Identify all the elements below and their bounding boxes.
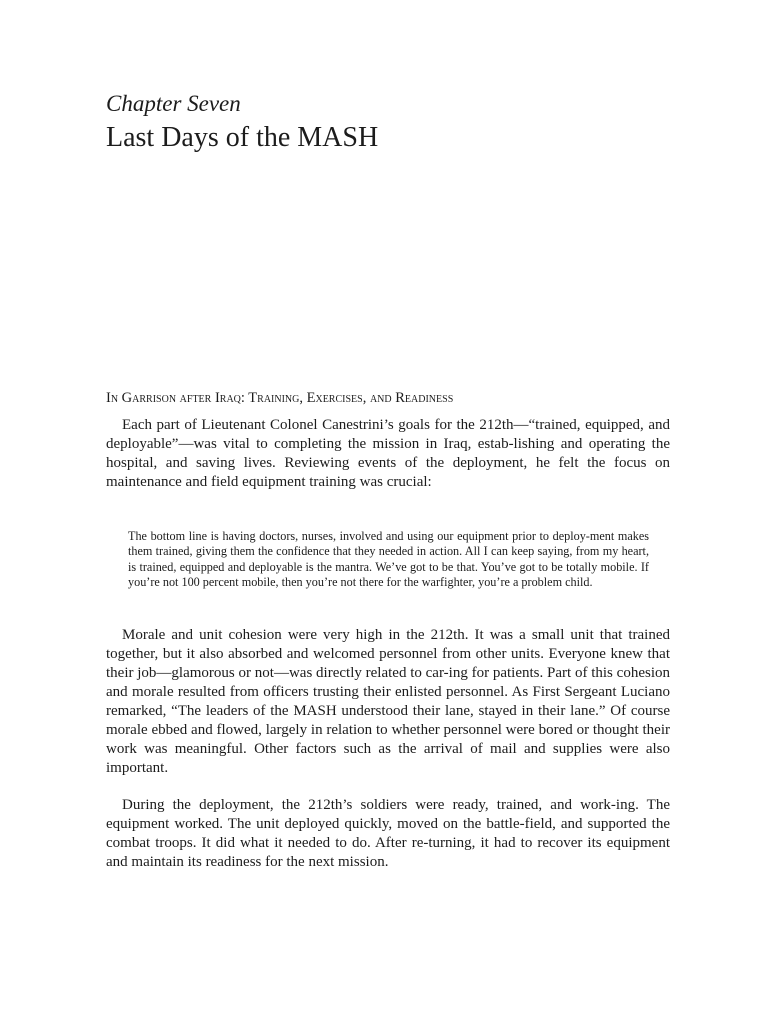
section-heading: In Garrison after Iraq: Training, Exercises, and Readiness bbox=[106, 390, 454, 406]
chapter-title: Last Days of the MASH bbox=[106, 122, 379, 153]
body-paragraph-2: Morale and unit cohesion were very high in the 212th. It was a small unit that trained together, but it also absorbed and welcomed personnel from other units. Everyone knew that their job—glamorous or not—was directly related to car-ing for patients. Part of this cohesion and morale resulted from officers trusting their enlisted personnel. As First Sergeant Luciano remarked, “The leaders of the MASH understood their lane, stayed in their lane.” Of course morale ebbed and flowed, largely in relation to whether personnel were bored or thought their work was meaningful. Other factors such as the arrival of mail and supplies were also important. bbox=[106, 627, 670, 776]
block-quote: The bottom line is having doctors, nurses, involved and using our equipment prior to deploy-ment makes them trained, giving them the confidence that they needed in action. All I can keep saying, from my heart, is trained, equipped and deployable is the mantra. We’ve got to be that. You’ve got to be totally mobile. If you’re not 100 percent mobile, then you’re not there for the warfighter, you’re a problem child. bbox=[128, 529, 649, 589]
body-paragraph-1: Each part of Lieutenant Colonel Canestrini’s goals for the 212th—“trained, equipped, and deployable”—was vital to completing the mission in Iraq, estab-lishing and operating the hospital, and saving lives. Reviewing events of the deployment, he felt the focus on maintenance and field equipment training was crucial: bbox=[106, 417, 670, 490]
body-paragraph-3: During the deployment, the 212th’s soldiers were ready, trained, and work-ing. The equipment worked. The unit deployed quickly, moved on the battle-field, and supported the combat troops. It did what it needed to do. After re-turning, it had to recover its equipment and maintain its readiness for the next mission. bbox=[106, 797, 670, 870]
chapter-label: Chapter Seven bbox=[106, 91, 241, 116]
